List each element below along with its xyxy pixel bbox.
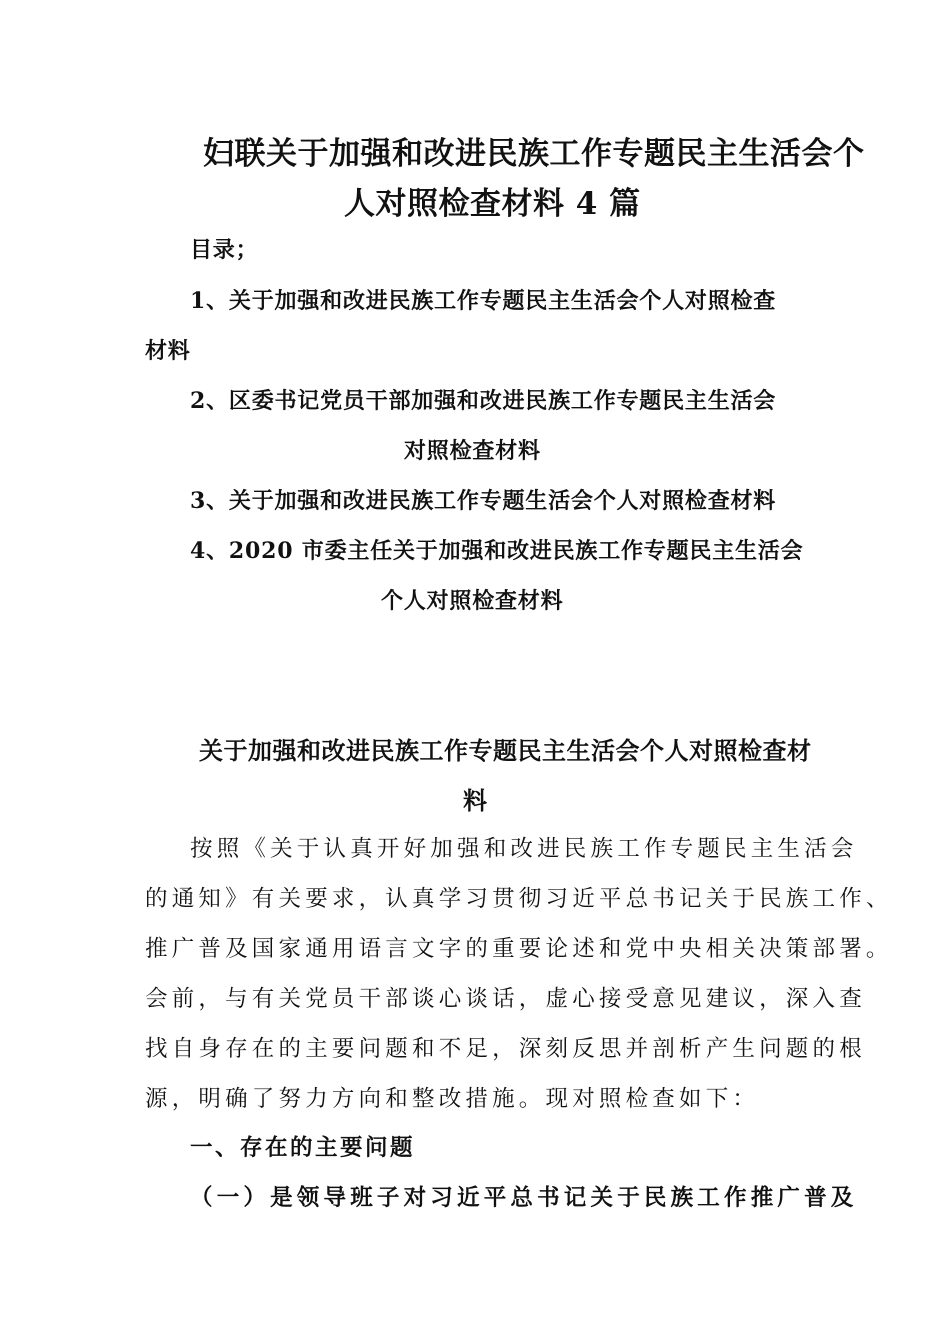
toc-item-2-line-2: 对照检查材料 — [404, 438, 541, 464]
toc-item-2-line-1: 2、区委书记党员干部加强和改进民族工作专题民主生活会 — [190, 388, 777, 414]
paragraph-line-4: 会前，与有关党员干部谈心谈话，虚心接受意见建议，深入查 — [145, 986, 866, 1012]
toc-item-3-line-1: 3、关于加强和改进民族工作专题生活会个人对照检查材料 — [190, 488, 777, 514]
toc-item-4-line-1: 4、2020 市委主任关于加强和改进民族工作专题民主生活会 — [190, 538, 804, 564]
sub-heading-1: （一）是领导班子对习近平总书记关于民族工作推广普及 — [190, 1185, 858, 1211]
toc-item-1-line-1: 1、关于加强和改进民族工作专题民主生活会个人对照检查 — [190, 288, 777, 314]
paragraph-line-6: 源，明确了努力方向和整改措施。现对照检查如下： — [145, 1086, 760, 1112]
toc-item-4-line-2: 个人对照检查材料 — [381, 588, 564, 614]
paragraph-line-2: 的通知》有关要求，认真学习贯彻习近平总书记关于民族工作、 — [145, 886, 893, 912]
section-title-line-1: 关于加强和改进民族工作专题民主生活会个人对照检查材 — [199, 736, 812, 765]
section-title-line-2: 料 — [463, 786, 488, 815]
paragraph-line-1: 按照《关于认真开好加强和改进民族工作专题民主生活会 — [190, 836, 858, 862]
doc-title-line-1: 妇联关于加强和改进民族工作专题民主生活会个 — [203, 136, 865, 172]
toc-item-1-line-2: 材料 — [145, 338, 191, 364]
toc-heading: 目录； — [190, 237, 259, 263]
paragraph-line-3: 推广普及国家通用语言文字的重要论述和党中央相关决策部署。 — [145, 936, 893, 962]
heading-existing-problems: 一、存在的主要问题 — [190, 1135, 416, 1161]
paragraph-line-5: 找自身存在的主要问题和不足，深刻反思并剖析产生问题的根 — [145, 1036, 866, 1062]
doc-title-line-2: 人对照检查材料 4 篇 — [344, 186, 641, 222]
